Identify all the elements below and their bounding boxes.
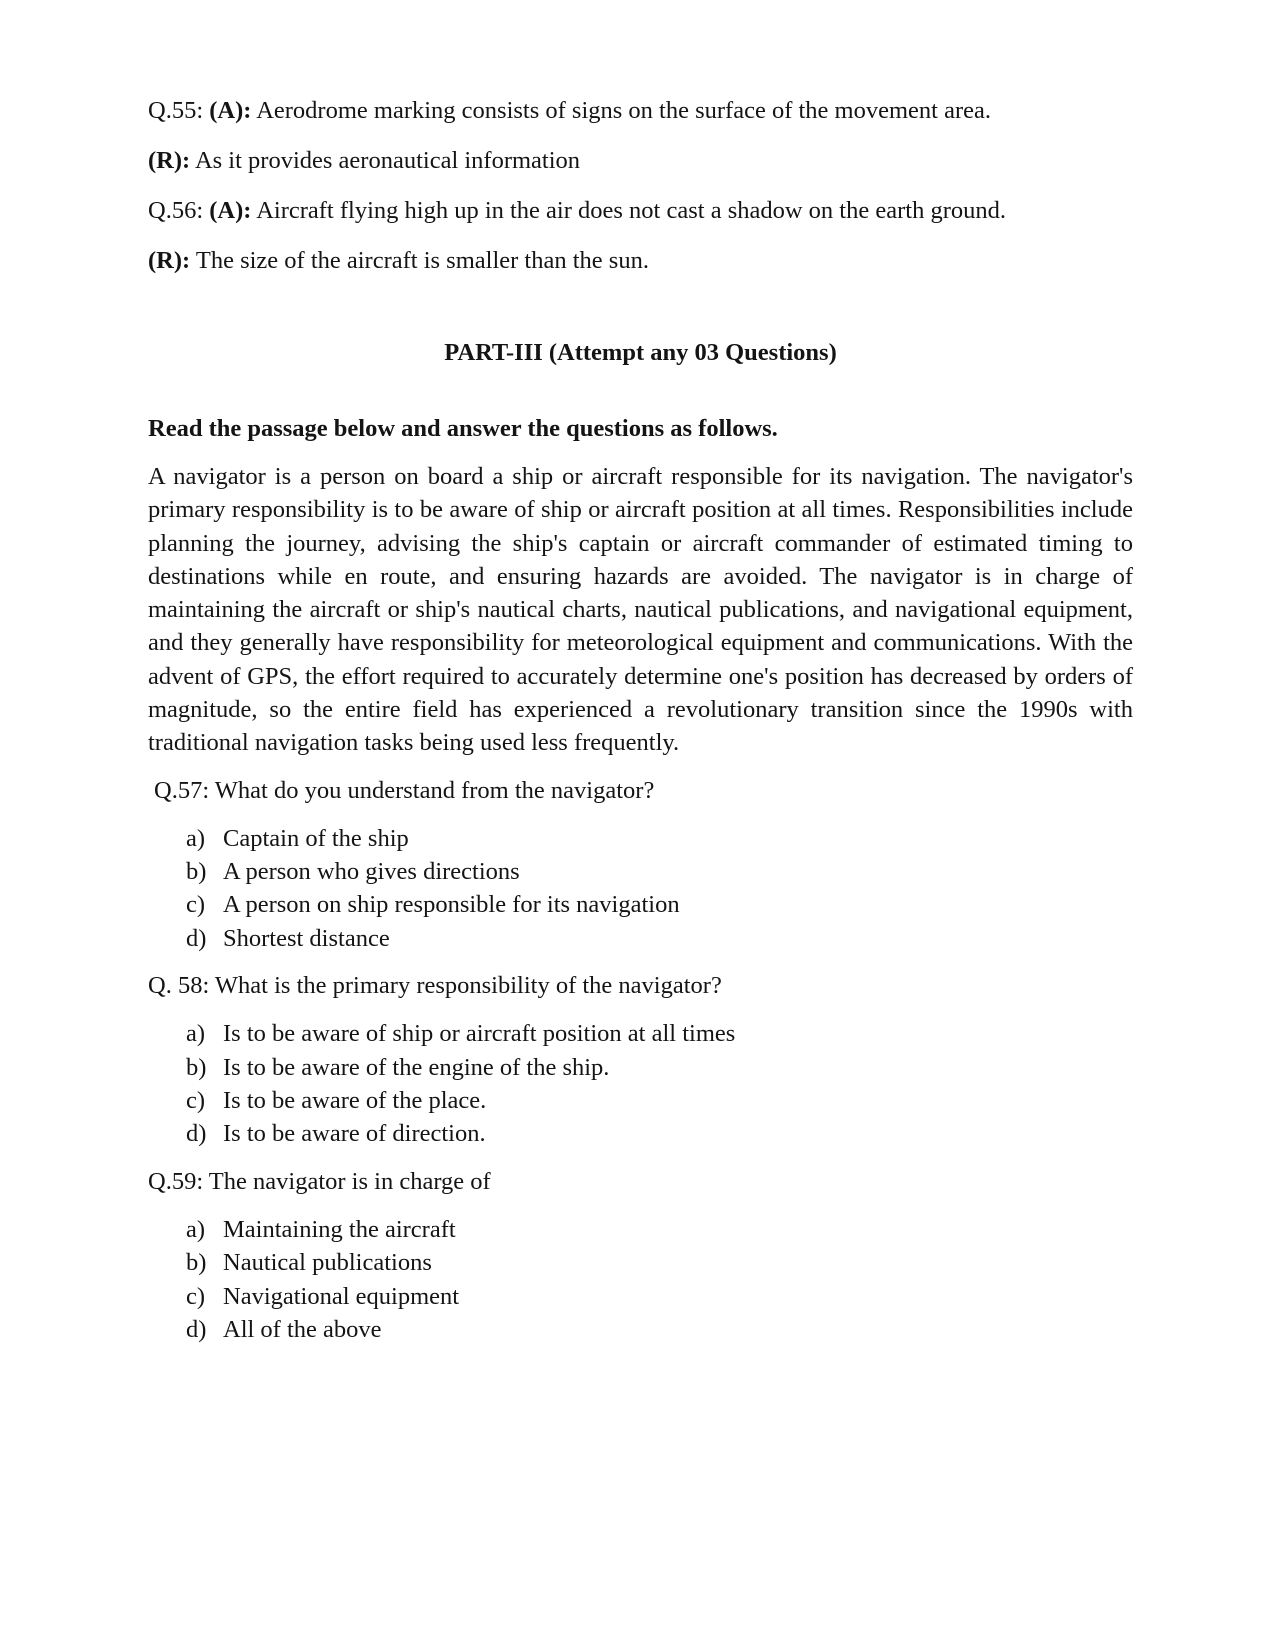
option-57-d [186, 922, 1133, 955]
q55-reason-text: As it provides aeronautical information [194, 147, 581, 174]
option-letter: d) [186, 924, 207, 952]
question-58: Q. 58: What is the primary responsibility of the navigator? [148, 972, 722, 1000]
question-57: Q.57: What do you understand from the navigator? [154, 776, 655, 804]
option-57-b [186, 855, 1133, 888]
option-text: Captain of the ship [223, 824, 409, 852]
option-text: Is to be aware of the engine of the ship. [223, 1053, 610, 1081]
option-text: Nautical publications [223, 1249, 432, 1277]
option-text: Shortest distance [223, 924, 390, 952]
q55-assertion-text: Aerodrome marking consists of signs on the surface of the movement area. [256, 97, 991, 124]
option-letter: b) [186, 1053, 207, 1081]
q56-reason [148, 244, 1133, 278]
question-59-options [148, 1213, 1133, 1347]
option-58-a [186, 1017, 1133, 1050]
option-text: A person on ship responsible for its navigation [223, 891, 680, 919]
option-letter: b) [186, 858, 207, 886]
q56-reason-label: (R): [148, 247, 191, 274]
option-58-c [186, 1084, 1133, 1117]
option-text: A person who gives directions [223, 858, 520, 886]
option-letter: c) [186, 1282, 206, 1310]
q55-label: Q.55: [148, 97, 204, 124]
option-letter: a) [186, 1020, 206, 1048]
q55-reason [148, 144, 1133, 178]
q55-assertion-label: (A): [209, 97, 252, 124]
option-letter: d) [186, 1315, 207, 1343]
q56-reason-text: The size of the aircraft is smaller than the sun. [195, 247, 649, 274]
question-58-options [148, 1017, 1133, 1151]
option-text: Is to be aware of direction. [223, 1120, 486, 1148]
q56-assertion [148, 194, 1133, 228]
option-58-d [186, 1117, 1133, 1150]
option-59-a [186, 1213, 1133, 1246]
option-letter: c) [186, 891, 206, 919]
option-letter: c) [186, 1087, 206, 1115]
option-text: All of the above [223, 1315, 382, 1343]
option-letter: d) [186, 1120, 207, 1148]
option-57-a [186, 822, 1133, 855]
q55-assertion [148, 94, 1133, 128]
part-heading: PART-III (Attempt any 03 Questions) [444, 339, 837, 366]
option-57-c [186, 888, 1133, 921]
q55-reason-label: (R): [148, 147, 191, 174]
q56-label: Q.56: [148, 197, 204, 224]
option-59-c [186, 1280, 1133, 1313]
option-letter: a) [186, 1215, 206, 1243]
q56-assertion-text: Aircraft flying high up in the air does not cast a shadow on the earth ground. [256, 197, 1006, 224]
document-page [148, 94, 1133, 1346]
option-text: Is to be aware of ship or aircraft position at all times [223, 1020, 736, 1048]
reading-passage: A navigator is a person on board a ship or aircraft responsible for its navigation. The navigator's primary responsibility is to be aware of ship or aircraft position at all times. Responsibilities include planning the journey, advising the ship's captain or aircraft commander of estimated timing to destinations while en route, and ensuring hazards are avoided. The navigator is in charge of maintaining the aircraft or ship's nautical charts, nautical publications, and navigational equipment, and they generally have responsibility for meteorological equipment and communications. With the advent of GPS, the effort required to accurately determine one's position has decreased by orders of magnitude, so the entire field has experienced a revolutionary transition since the 1990s with traditional navigation tasks being used less frequently. [148, 463, 1133, 757]
passage-instruction: Read the passage below and answer the questions as follows. [148, 415, 778, 442]
q56-assertion-label: (A): [209, 197, 252, 224]
option-letter: a) [186, 824, 206, 852]
option-text: Navigational equipment [223, 1282, 460, 1310]
option-letter: b) [186, 1249, 207, 1277]
option-59-d [186, 1313, 1133, 1346]
option-58-b [186, 1051, 1133, 1084]
option-59-b [186, 1246, 1133, 1279]
question-57-options [148, 822, 1133, 956]
option-text: Maintaining the aircraft [223, 1215, 456, 1243]
question-59: Q.59: The navigator is in charge of [148, 1167, 491, 1195]
option-text: Is to be aware of the place. [223, 1087, 487, 1115]
